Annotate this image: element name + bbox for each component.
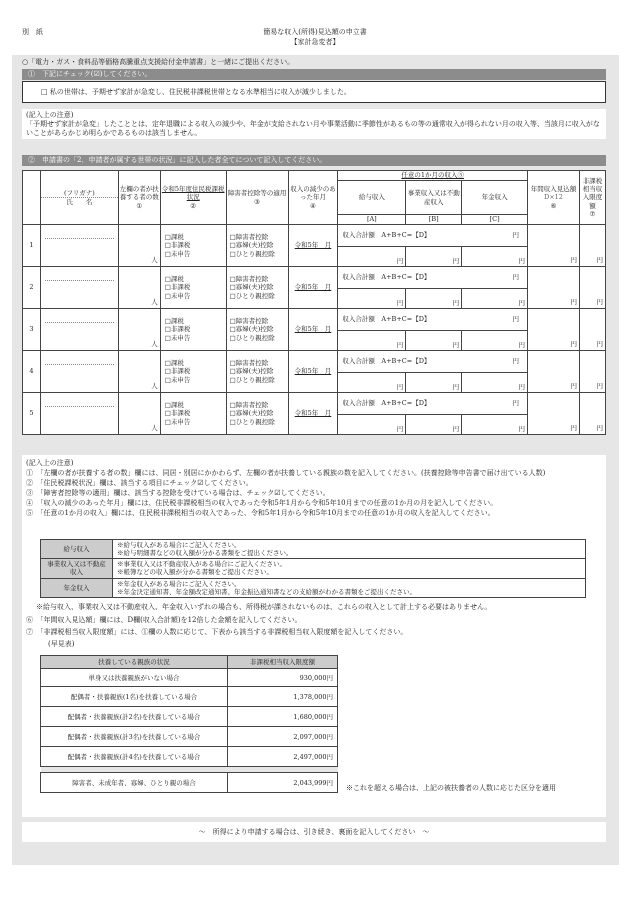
limit-cell[interactable]: 円 [579,393,605,435]
income-types-table [40,539,586,598]
annual-cell[interactable]: 円 [528,225,580,267]
lim-row: 配偶者・扶養親族(1名)を扶養している場合 1,378,000円 [41,687,338,707]
disability-header: 障害者控除等の適用 ③ [226,171,288,225]
dependents-cell[interactable]: 人 [118,225,160,267]
month-cell[interactable]: 令和5年 月 [288,351,338,393]
section1-band: ① 下記にチェック(☑)してください。 [22,69,606,80]
quick-table-caption: (早見表) [48,640,75,648]
row-number: 1 [23,225,41,267]
lim-header-status: 扶養している親族の状況 [41,656,228,669]
limit-header: 非課税相当収入限度額 ⑦ [579,171,605,225]
sum-cell[interactable]: 収入合計額 A+B+C=【D】 円 [338,393,528,415]
limit-note: ※これを超える場合は、上記の被扶養者の人数に応じた区分を適用 [346,784,556,792]
salary-cell[interactable]: 円 [338,289,406,309]
row-number: 2 [23,267,41,309]
salary-cell[interactable]: 円 [338,331,406,351]
sum-cell[interactable]: 収入合計額 A+B+C=【D】 円 [338,225,528,247]
household-table [22,170,606,435]
name-cell[interactable] [40,309,118,351]
row-number: 4 [23,351,41,393]
limit-quick-table [40,655,338,793]
name-cell[interactable] [40,267,118,309]
form-title [0,27,630,47]
disability-cell[interactable]: □障害者控除 □寡婦(夫)控除 □ひとり親控除 [226,267,288,309]
business-cell[interactable]: 円 [406,373,462,393]
name-header: (フリガナ) 氏 名 [40,171,118,225]
pension-cell[interactable]: 円 [462,289,528,309]
note-line-2: ② 「住民税課税状況」欄は、該当する項目にチェック☑してください。 [26,479,253,487]
taxstatus-cell[interactable]: □課税 □非課税 □未申告 [160,267,226,309]
pension-cell[interactable]: 円 [462,373,528,393]
pension-header: 年金収入 [462,181,528,215]
lim-row: 配偶者・扶養親族(計2名)を扶養している場合 1,680,000円 [41,707,338,727]
month-cell[interactable]: 令和5年 月 [288,309,338,351]
salary-cell[interactable]: 円 [338,415,406,435]
income-header: 任意の1か月の収入⑤ [338,171,528,181]
annual-cell[interactable]: 円 [528,393,580,435]
name-cell[interactable] [40,225,118,267]
business-cell[interactable]: 円 [406,247,462,267]
name-cell[interactable] [40,393,118,435]
taxstatus-cell[interactable]: □課税 □非課税 □未申告 [160,351,226,393]
notes2-title: (記入上の注意) [26,459,74,467]
row-number: 5 [23,393,41,435]
title: 簡易な収入(所得)見込額の申立書 [263,28,367,36]
month-cell[interactable]: 令和5年 月 [288,393,338,435]
salary-cell[interactable]: 円 [338,373,406,393]
sum-cell[interactable]: 収入合計額 A+B+C=【D】 円 [338,309,528,331]
income-note: ※給与収入、事業収入又は不動産収入、年金収入いずれの場合も、所得税が課されないものは、これらの収入として計上する必要はありません。 [36,603,492,611]
lim-row-special: 障害者、未成年者、寡婦、ひとり親の場合 2,043,999円 [41,773,338,793]
taxstatus-cell[interactable]: □課税 □非課税 □未申告 [160,393,226,435]
subtitle: 【家計急変者】 [290,38,340,46]
intro-text: ○「電力・ガス・食料品等価格高騰重点支援給付金申請書」と一緒にご提出ください。 [22,58,295,66]
income-type-row: 事業収入又は不動産収入 ※事業収入又は不動産収入がある場合にご記入ください。 ※帳簿などの収入額が分かる書類をご提出ください。 [41,559,586,578]
month-cell[interactable]: 令和5年 月 [288,225,338,267]
pension-cell[interactable]: 円 [462,331,528,351]
household-row [23,351,606,373]
pension-cell[interactable]: 円 [462,415,528,435]
taxstatus-cell[interactable]: □課税 □非課税 □未申告 [160,225,226,267]
section2-band: ② 申請書の「2．申請者が属する世帯の状況」に記入した者全てについて記入してください。 [22,155,606,166]
business-cell[interactable]: 円 [406,415,462,435]
dependents-cell[interactable]: 人 [118,267,160,309]
household-row [23,393,606,415]
disability-cell[interactable]: □障害者控除 □寡婦(夫)控除 □ひとり親控除 [226,309,288,351]
business-code: [B] [406,215,462,225]
disability-cell[interactable]: □障害者控除 □寡婦(夫)控除 □ひとり親控除 [226,351,288,393]
note-line-7: ⑦ 「非課税相当収入限度額」には、①欄の人数に応じて、下表から該当する非課税相当収入限度額を記入してください。 [26,628,408,636]
dependents-header: 左欄の者が扶養する者の数 ① [118,171,160,225]
note-line-5: ⑤ 「任意の1か月の収入」欄には、住民税非課税相当の収入であった、令和5年1月から令和5年10月までの任意の1か月の収入を記入してください。 [26,509,495,517]
annual-cell[interactable]: 円 [528,267,580,309]
pension-code: [C] [462,215,528,225]
income-type-row: 給与収入 ※給与収入がある場合にご記入ください。 ※給与明細書などの収入額が分かる書類をご提出ください。 [41,540,586,559]
annual-cell[interactable]: 円 [528,309,580,351]
sum-cell[interactable]: 収入合計額 A+B+C=【D】 円 [338,267,528,289]
dependents-cell[interactable]: 人 [118,393,160,435]
lim-header-amount: 非課税相当収入限度額 [228,656,338,669]
household-row [23,225,606,247]
salary-header: 給与収入 [338,181,406,215]
taxstatus-header: 令和5年度住民税課税状況 ② [160,171,226,225]
household-row [23,267,606,289]
note-line-4: ④ 「収入の減少のあった年月」欄には、住民税非課税相当の収入であった令和5年1月から令和5年10月までの任意の1か月の月を記入してください。 [26,499,498,507]
lim-row: 配偶者・扶養親族(計4名)を扶養している場合 2,497,000円 [41,747,338,767]
business-header: 事業収入又は不動産収入 [406,181,462,215]
disability-cell[interactable]: □障害者控除 □寡婦(夫)控除 □ひとり親控除 [226,225,288,267]
dependents-cell[interactable]: 人 [118,309,160,351]
limit-cell[interactable]: 円 [579,309,605,351]
limit-cell[interactable]: 円 [579,225,605,267]
salary-cell[interactable]: 円 [338,247,406,267]
month-header: 収入の減少のあった年月 ④ [288,171,338,225]
name-cell[interactable] [40,351,118,393]
limit-cell[interactable]: 円 [579,267,605,309]
note1-title: (記入上の注意) [26,111,74,119]
footer-note: ～ 所得により申請する場合は、引き続き、裏面を記入してください ～ [22,822,606,842]
note1-body: 「予期せず家計が急変」したこととは、定年退職による収入の減少や、年金が支給されない月や事業活動に季節性があるもの等の通常収入が得られない月の収入等、当該月に収入がないことがあらかじめ明らかであるものは該当しません。 [26,119,600,137]
row-number: 3 [23,309,41,351]
income-type-row: 年金収入 ※年金収入がある場合にご記入ください。 ※年金決定通知書、年金額改定通知書、年金振込通知書などの支給額がわかる書類をご提出ください。 [41,578,586,597]
annual-cell[interactable]: 円 [528,351,580,393]
lim-row: 単身又は扶養親族がいない場合 930,000円 [41,669,338,687]
salary-code: [A] [338,215,406,225]
attachment-label: 別 紙 [22,28,43,36]
lim-row: 配偶者・扶養親族(計3名)を扶養している場合 2,097,000円 [41,727,338,747]
sum-cell[interactable]: 収入合計額 A+B+C=【D】 円 [338,351,528,373]
business-cell[interactable]: 円 [406,331,462,351]
note1 [22,109,606,139]
month-cell[interactable]: 令和5年 月 [288,267,338,309]
pension-cell[interactable]: 円 [462,247,528,267]
limit-cell[interactable]: 円 [579,351,605,393]
taxstatus-cell[interactable]: □課税 □非課税 □未申告 [160,309,226,351]
section1-box [22,81,606,103]
household-check[interactable]: □ 私の世帯は、予期せず家計が急変し、住民税非課税世帯となる水準相当に収入が減少しました。 [41,88,351,96]
household-row [23,309,606,331]
annual-header: 年間収入見込額 D×12 ⑥ [528,171,580,225]
note-line-6: ⑥ 「年間収入見込額」欄には、D欄(収入合計額)を12倍した金額を記入してください。 [26,616,302,624]
note-line-3: ③ 「障害者控除等の適用」欄は、該当する控除を受けている場合は、チェック☑してください。 [26,489,330,497]
dependents-cell[interactable]: 人 [118,351,160,393]
note-line-1: ① 「左欄の者が扶養する者の数」欄には、同居・別居にかかわらず、左欄の者が扶養している親族の数を記入してください。(扶養控除等申告書で届け出ている人数) [26,469,546,477]
disability-cell[interactable]: □障害者控除 □寡婦(夫)控除 □ひとり親控除 [226,393,288,435]
business-cell[interactable]: 円 [406,289,462,309]
